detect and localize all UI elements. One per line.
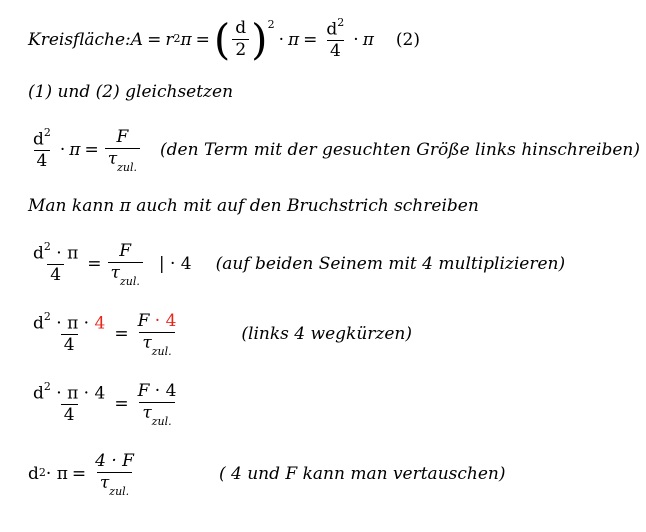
numerator: [30, 379, 108, 404]
equals: =: [114, 324, 129, 344]
equals: =: [87, 254, 102, 274]
explanation-text: Man kann π auch mit auf den Bruchstrich schreiben: [28, 196, 479, 216]
fraction-d2-over-4: [30, 125, 54, 172]
var-d: d: [326, 19, 338, 40]
line-7-equation: [28, 376, 181, 432]
dot: ·: [353, 30, 359, 50]
var-d: d: [33, 129, 44, 150]
line-2-text: [28, 80, 233, 104]
line-8-equation: [28, 446, 505, 502]
subscript: zul.: [151, 345, 172, 359]
label-kreisflaeche: Kreisfläche:: [28, 30, 131, 50]
dot: ·: [149, 311, 166, 332]
equals: =: [71, 464, 87, 484]
pi: π: [287, 30, 300, 50]
note: (auf beiden Seinem mit 4 multiplizieren): [215, 254, 566, 274]
dot: ·: [278, 30, 284, 50]
numerator: F: [119, 241, 132, 262]
numerator: [30, 239, 81, 264]
tau: τ: [142, 402, 152, 423]
denominator: 4: [47, 264, 64, 286]
line-4-text: [28, 194, 479, 218]
equals: =: [147, 30, 162, 50]
highlighted-four: 4: [94, 313, 106, 334]
subscript: zul.: [117, 161, 138, 175]
fraction-d-over-2: [232, 19, 249, 60]
var-r: r: [165, 30, 174, 50]
equals: =: [303, 30, 318, 50]
exponent: 2: [38, 465, 46, 479]
var-d: d: [28, 464, 39, 484]
fraction-F-over-tau: [108, 241, 143, 289]
dot: ·: [59, 140, 66, 160]
equals: =: [195, 30, 210, 50]
outer-exponent: 2: [267, 17, 275, 31]
fraction-left: [30, 379, 108, 426]
note: (links 4 wegkürzen): [241, 324, 412, 344]
exponent: 2: [43, 239, 51, 253]
lhs-rest: · π: [45, 464, 68, 484]
denominator: [97, 472, 132, 499]
line-3-equation: [28, 122, 640, 178]
var-d: d: [33, 313, 44, 334]
var-d: d: [33, 383, 44, 404]
tau: τ: [142, 332, 152, 353]
pi: π: [69, 140, 81, 160]
denominator: 4: [327, 40, 344, 62]
numerator: d: [235, 18, 247, 39]
numerator-rest: · π · 4: [50, 383, 106, 404]
numerator-rest: · 4: [149, 381, 177, 402]
note: ( 4 und F kann man vertauschen): [218, 464, 506, 484]
denominator: 4: [34, 150, 51, 172]
exponent: 2: [173, 31, 181, 45]
exponent: 2: [43, 309, 51, 323]
operation-marker: | · 4: [158, 254, 192, 274]
fraction-F4-over-tau: [135, 381, 180, 429]
fraction-left: [30, 239, 81, 286]
fraction-left: [30, 309, 108, 356]
note: (den Term mit der gesuchten Größe links hinschreiben): [160, 140, 640, 160]
equation-number: (2): [395, 30, 420, 50]
tau: τ: [107, 148, 118, 169]
equals: =: [84, 140, 99, 160]
numerator: [135, 382, 180, 402]
equate-text: (1) und (2) gleichsetzen: [28, 82, 234, 102]
tau: τ: [110, 262, 120, 283]
numerator: [135, 312, 180, 332]
subscript: zul.: [119, 275, 140, 289]
fraction-F-over-tau: [105, 127, 140, 175]
numerator: F: [116, 127, 129, 148]
highlighted-four: 4: [165, 311, 177, 332]
right-paren: ): [251, 15, 268, 64]
fraction-d2-over-4: [323, 15, 347, 62]
numerator: [30, 125, 54, 150]
denominator: 2: [232, 39, 249, 61]
var-d: d: [33, 243, 44, 264]
numerator: [323, 15, 347, 40]
tau: τ: [99, 472, 110, 493]
pi: π: [362, 30, 374, 50]
denominator: [105, 148, 140, 175]
line-1-circle-area: [28, 12, 420, 68]
exponent: 2: [43, 125, 51, 139]
exponent: 2: [43, 379, 51, 393]
var-F: F: [137, 311, 150, 332]
var-A: A: [130, 30, 144, 50]
exponent: 2: [337, 15, 345, 29]
line-6-equation: [28, 306, 412, 362]
numerator: [30, 309, 108, 334]
var-F: F: [137, 381, 150, 402]
denominator: 4: [61, 404, 78, 426]
denominator: [139, 332, 174, 359]
pi: π: [180, 30, 192, 50]
subscript: zul.: [151, 415, 172, 429]
line-5-equation: [28, 236, 565, 292]
left-paren: (: [213, 15, 231, 64]
numerator-rest: · π ·: [50, 313, 95, 334]
denominator: [139, 402, 174, 429]
denominator: [108, 262, 143, 289]
numerator-rest: · π: [50, 243, 79, 264]
fraction-F4-over-tau: [135, 311, 180, 359]
fraction-4F-over-tau: [92, 451, 137, 499]
subscript: zul.: [109, 485, 130, 499]
numerator: 4 · F: [95, 451, 134, 472]
denominator: 4: [61, 334, 78, 356]
equals: =: [114, 394, 129, 414]
